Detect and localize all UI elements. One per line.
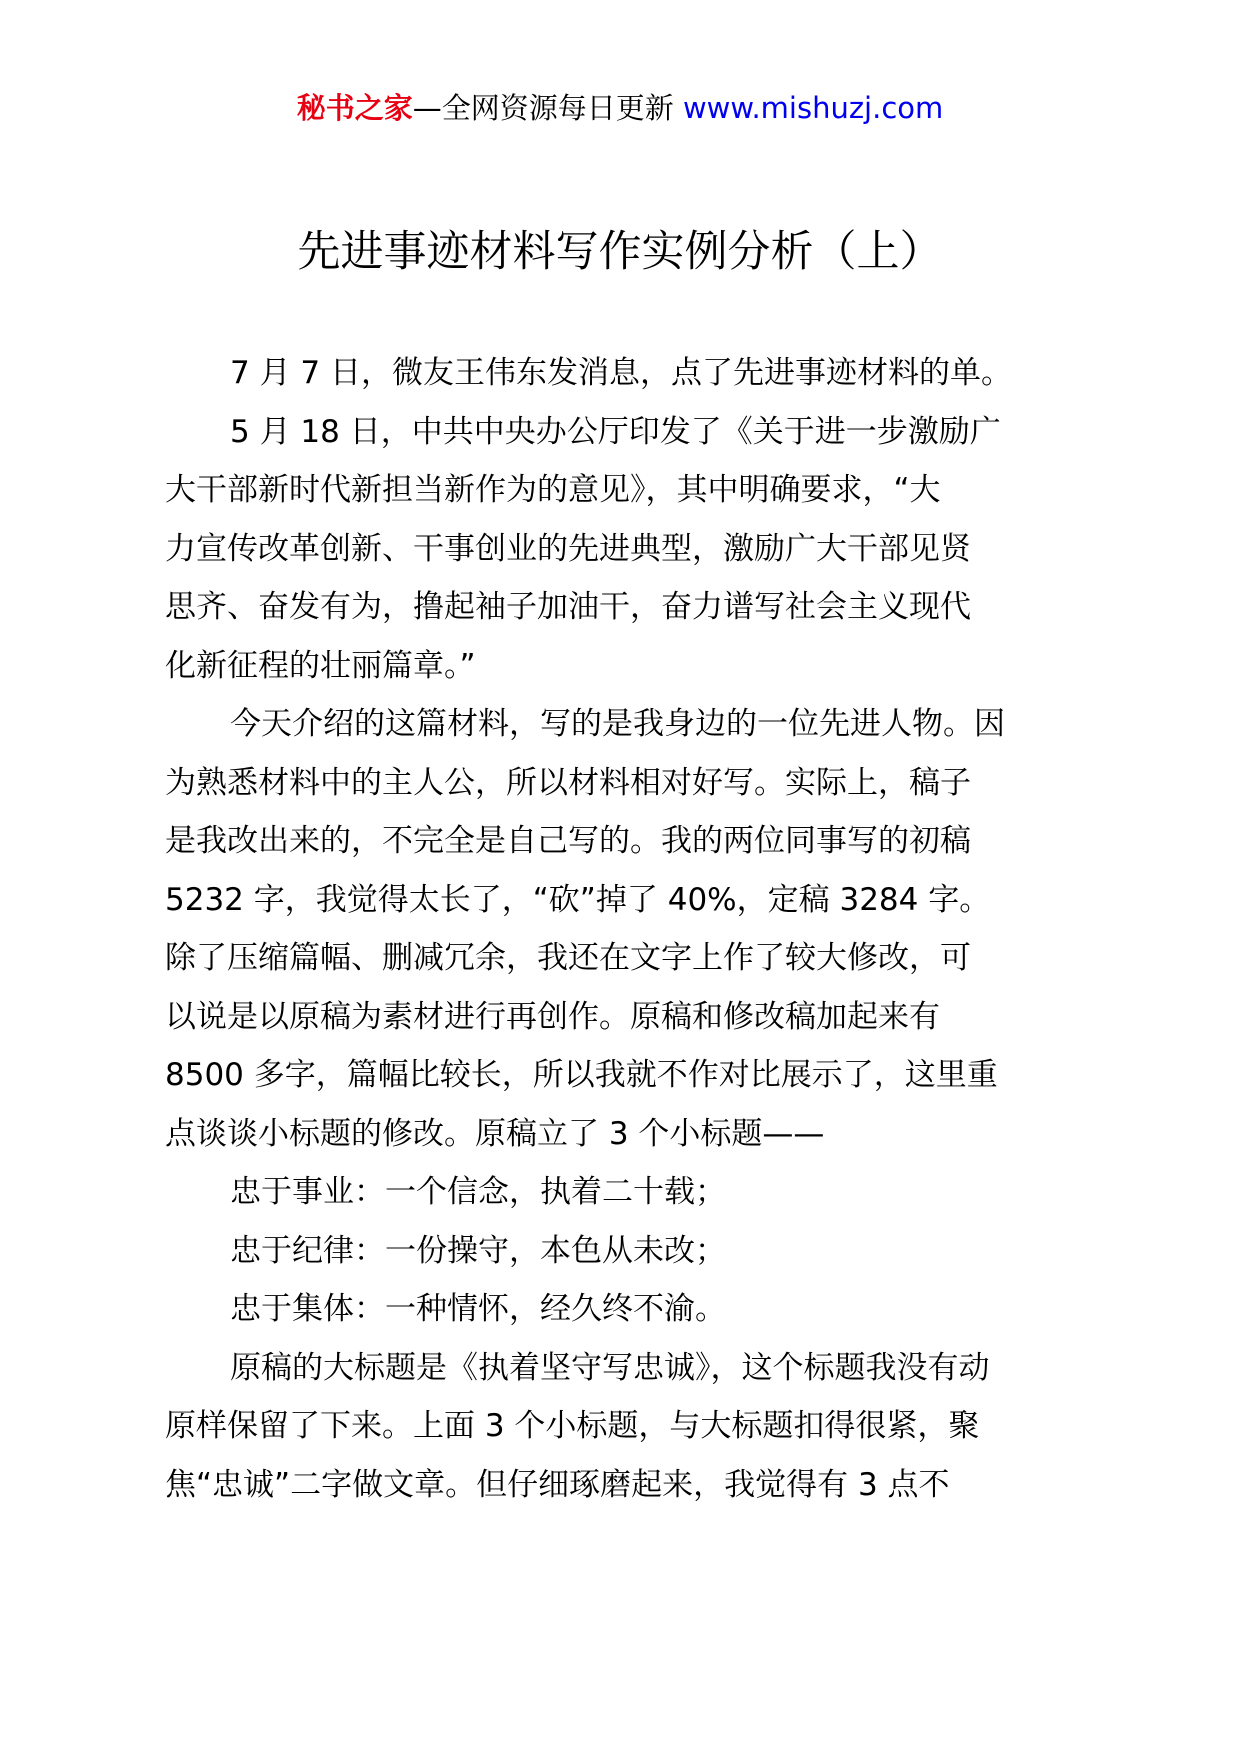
paragraph-line: 以说是以原稿为素材进行再创作。原稿和修改稿加起来有 bbox=[165, 998, 940, 1035]
paragraph-line: 焦“忠诚”二字做文章。但仔细琢磨起来，我觉得有 3 点不 bbox=[165, 1466, 950, 1503]
paragraph-line: 原稿的大标题是《执着坚守写忠诚》，这个标题我没有动 bbox=[230, 1349, 990, 1386]
paragraph-line: 思齐、奋发有为，撸起袖子加油干，奋力谱写社会主义现代 bbox=[165, 589, 971, 625]
paragraph-line: 力宣传改革创新、干事创业的先进典型，激励广大干部见贤 bbox=[165, 530, 971, 567]
subtitle-item: 忠于集体：一种情怀，经久终不渝。 bbox=[230, 1291, 726, 1327]
subtitle-item: 忠于纪律：一份操守，本色从未改； bbox=[230, 1232, 726, 1269]
site-brand: 秘书之家 bbox=[296, 91, 413, 125]
paragraph-line: 为熟悉材料中的主人公，所以材料相对好写。实际上，稿子 bbox=[165, 764, 971, 801]
paragraph-line: 点谈谈小标题的修改。原稿立了 3 个小标题—— bbox=[165, 1115, 825, 1152]
paragraph-line: 今天介绍的这篇材料，写的是我身边的一位先进人物。因 bbox=[230, 706, 1005, 742]
site-url-link[interactable]: www.mishuzj.com bbox=[682, 91, 944, 125]
subtitle-item: 忠于事业：一个信念，执着二十载； bbox=[230, 1174, 726, 1210]
site-tagline: —全网资源每日更新 bbox=[412, 91, 674, 125]
paragraph-line: 大干部新时代新担当新作为的意见》，其中明确要求，“大 bbox=[165, 472, 941, 508]
paragraph-line: 7 月 7 日，微友王伟东发消息，点了先进事迹材料的单。 bbox=[230, 355, 1013, 391]
paragraph-line: 原样保留了下来。上面 3 个小标题，与大标题扣得很紧，聚 bbox=[165, 1408, 980, 1444]
paragraph-line: 化新征程的壮丽篇章。” bbox=[165, 647, 476, 684]
paragraph-line: 5 月 18 日，中共中央办公厅印发了《关于进一步激励广 bbox=[230, 413, 1001, 450]
paragraph-line: 8500 多字，篇幅比较长，所以我就不作对比展示了，这里重 bbox=[165, 1057, 998, 1093]
paragraph-line: 除了压缩篇幅、删减冗余，我还在文字上作了较大修改，可 bbox=[165, 940, 971, 976]
document-body bbox=[165, 344, 1115, 1514]
paragraph-line: 5232 字，我觉得太长了，“砍”掉了 40%，定稿 3284 字。 bbox=[165, 881, 991, 918]
site-header bbox=[0, 88, 1240, 128]
document-title: 先进事迹材料写作实例分析（上） bbox=[297, 227, 943, 277]
paragraph-line: 是我改出来的，不完全是自己写的。我的两位同事写的初稿 bbox=[165, 823, 971, 859]
